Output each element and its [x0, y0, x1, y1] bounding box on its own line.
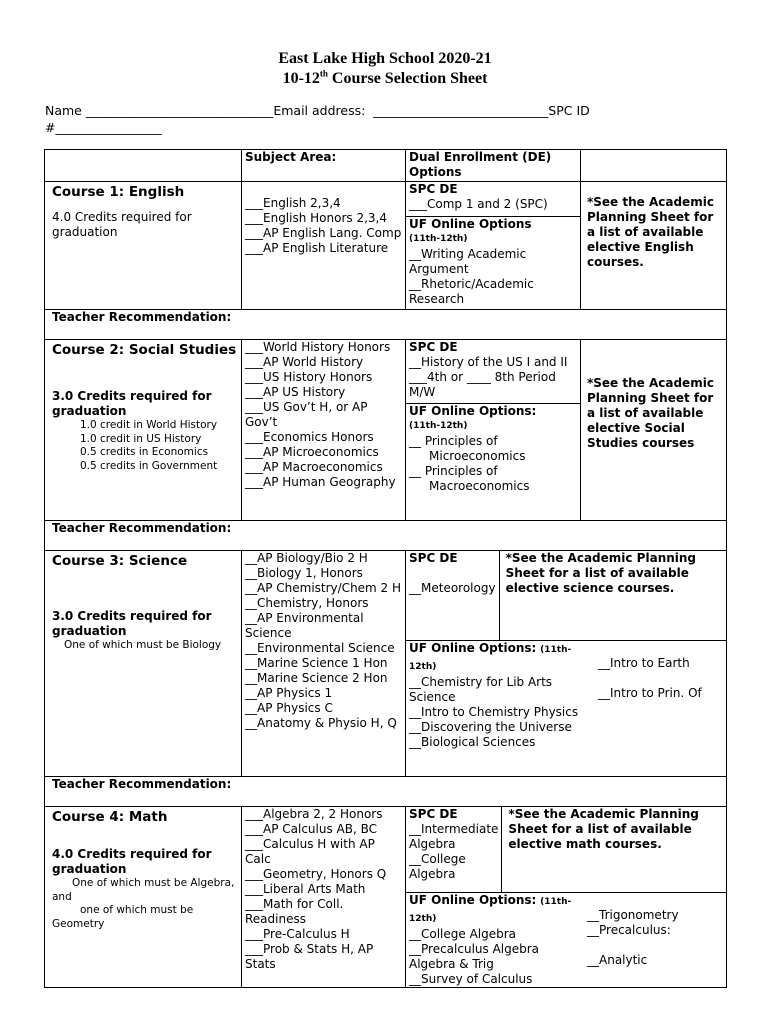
- header-subject-area: Subject Area:: [242, 150, 406, 182]
- spc-de-label: SPC DE: [409, 551, 458, 565]
- subject-item[interactable]: ___Geometry, Honors Q: [245, 867, 387, 881]
- teacher-recommendation[interactable]: Teacher Recommendation:: [45, 521, 727, 551]
- social-detail: 0.5 credits in Government: [80, 459, 218, 472]
- math-row: [45, 807, 727, 988]
- uf-item[interactable]: __Intro to Earth: [598, 656, 690, 670]
- subject-item[interactable]: ___Pre-Calculus H: [245, 927, 350, 941]
- uf-online-label: UF Online Options:: [409, 641, 537, 655]
- uf-grade-label: (11th-12th): [409, 897, 572, 924]
- subject-item[interactable]: __Marine Science 2 Hon: [245, 671, 388, 685]
- uf-section: [406, 892, 726, 987]
- spc-de-label: SPC DE: [409, 182, 458, 196]
- science-spc-section: [406, 551, 726, 640]
- header-de-options: Dual Enrollment (DE) Options: [406, 150, 581, 182]
- uf-item[interactable]: __Trigonometry: [587, 908, 679, 922]
- table-header-row: [45, 150, 727, 182]
- teacher-recommendation[interactable]: Teacher Recommendation:: [45, 777, 727, 807]
- de-item[interactable]: __Intermediate Algebra: [409, 822, 499, 851]
- subject-item[interactable]: ___Algebra 2, 2 Honors: [245, 807, 383, 821]
- social-subjects-cell: [242, 340, 406, 521]
- uf-right-col: [585, 641, 702, 750]
- subject-item[interactable]: ___AP English Lang. Comp: [245, 226, 402, 240]
- uf-online-label: UF Online Options:: [409, 404, 537, 418]
- uf-item[interactable]: __College Algebra: [409, 927, 517, 941]
- english-subjects-cell: [242, 182, 406, 310]
- uf-online-label: UF Online Options:: [409, 893, 537, 907]
- course-table: [44, 149, 727, 988]
- uf-item[interactable]: __ Principles of: [409, 464, 498, 478]
- sheet-title-post: Course Selection Sheet: [327, 70, 488, 87]
- english-teacher-rec-row: [45, 310, 727, 340]
- subject-item[interactable]: ___Calculus H with AP Calc: [245, 837, 375, 866]
- subject-item[interactable]: __Anatomy & Physio H, Q: [245, 716, 397, 730]
- subject-item[interactable]: __AP Environmental Science: [245, 611, 364, 640]
- math-spc-section: [406, 807, 726, 892]
- subject-item[interactable]: ___Prob & Stats H, AP Stats: [245, 942, 374, 971]
- name-email-line[interactable]: Name ______________________________Email address: ____________________________SPC ID: [45, 103, 590, 118]
- english-de-cell: [406, 182, 581, 310]
- social-teacher-rec-row: [45, 521, 727, 551]
- science-spc-block: [406, 551, 500, 640]
- subject-item[interactable]: ___US History Honors: [245, 370, 373, 384]
- english-course-cell: [45, 182, 242, 310]
- subject-item[interactable]: __AP Physics C: [245, 701, 333, 715]
- math-detail: one of which must be Geometry: [52, 904, 194, 930]
- uf-item[interactable]: __Discovering the Universe: [409, 720, 572, 734]
- de-item[interactable]: ___4th or ____ 8th Period M/W: [409, 370, 556, 399]
- science-detail: One of which must be Biology: [64, 639, 222, 651]
- science-de-cell: [406, 551, 727, 777]
- uf-header: [409, 641, 585, 675]
- math-detail: One of which must be Algebra, and: [52, 877, 235, 903]
- uf-item-cont: Microeconomics: [429, 449, 526, 463]
- uf-item-cont: Macroeconomics: [429, 479, 530, 493]
- uf-item[interactable]: __Chemistry for Lib Arts Science: [409, 675, 553, 704]
- uf-item[interactable]: __ Principles of: [409, 434, 498, 448]
- header-empty-cell: [45, 150, 242, 182]
- social-de-cell: [406, 340, 581, 521]
- uf-item[interactable]: __Precalculus Algebra Algebra & Trig: [409, 942, 540, 971]
- uf-section: [406, 403, 580, 494]
- subject-item[interactable]: __Chemistry, Honors: [245, 596, 369, 610]
- subject-item[interactable]: ___AP Microeconomics: [245, 445, 379, 459]
- english-row: [45, 182, 727, 310]
- social-title: Course 2: Social Studies: [52, 342, 237, 358]
- science-title: Course 3: Science: [52, 553, 188, 569]
- subject-item[interactable]: __Biology 1, Honors: [245, 566, 363, 580]
- subject-item[interactable]: ___AP Calculus AB, BC: [245, 822, 378, 836]
- english-credits: 4.0 Credits required for graduation: [52, 210, 192, 239]
- subject-item[interactable]: ___AP English Literature: [245, 241, 389, 255]
- uf-item[interactable]: __Intro to Prin. Of: [598, 686, 702, 700]
- subject-item[interactable]: ___AP World History: [245, 355, 364, 369]
- math-title: Course 4: Math: [52, 809, 168, 825]
- math-note: *See the Academic Planning Sheet for a list of available elective math courses.: [508, 807, 699, 851]
- social-course-cell: [45, 340, 242, 521]
- science-teacher-rec-row: [45, 777, 727, 807]
- subject-item[interactable]: ___Math for Coll. Readiness: [245, 897, 344, 926]
- social-note: *See the Academic Planning Sheet for a list of available elective Social Studies courses: [581, 340, 727, 521]
- subject-item[interactable]: __AP Physics 1: [245, 686, 333, 700]
- social-detail: 1.0 credit in World History: [80, 419, 218, 431]
- social-detail: 1.0 credit in US History: [80, 432, 202, 445]
- math-de-cell: [406, 807, 727, 988]
- uf-grade-label: (11th-12th): [409, 645, 572, 672]
- english-note: *See the Academic Planning Sheet for a list of available elective English courses.: [581, 182, 727, 310]
- uf-header: [409, 893, 585, 927]
- science-subjects-cell: [242, 551, 406, 777]
- uf-item[interactable]: __Intro to Chemistry Physics: [409, 705, 579, 719]
- uf-item[interactable]: __Analytic: [587, 953, 648, 967]
- math-spc-block: [406, 807, 502, 892]
- subject-item[interactable]: __Environmental Science: [245, 641, 395, 655]
- spc-de-label: SPC DE: [409, 340, 458, 354]
- subject-item[interactable]: ___Economics Honors: [245, 430, 374, 444]
- subject-item[interactable]: ___English 2,3,4: [245, 196, 341, 210]
- school-title: East Lake High School 2020-21: [278, 50, 492, 67]
- uf-item[interactable]: __Writing Academic Argument: [409, 247, 527, 276]
- math-subjects-cell: [242, 807, 406, 988]
- subject-item[interactable]: __AP Chemistry/Chem 2 H: [245, 581, 402, 595]
- uf-item[interactable]: __Survey of Calculus: [409, 972, 533, 986]
- de-item[interactable]: ___Comp 1 and 2 (SPC): [409, 197, 548, 211]
- sheet-title-sup: th: [319, 68, 328, 79]
- uf-left-col: [409, 893, 585, 987]
- subject-item[interactable]: ___World History Honors: [245, 340, 391, 354]
- math-credits: 4.0 Credits required for graduation: [52, 847, 212, 876]
- teacher-recommendation[interactable]: Teacher Recommendation:: [45, 310, 727, 340]
- uf-item[interactable]: __Precalculus:: [587, 923, 671, 937]
- science-course-cell: [45, 551, 242, 777]
- math-course-cell: [45, 807, 242, 988]
- uf-left-col: [409, 641, 585, 750]
- subject-item[interactable]: ___AP US History: [245, 385, 346, 399]
- uf-item[interactable]: __Biological Sciences: [409, 735, 536, 749]
- uf-item[interactable]: __Rhetoric/Academic Research: [409, 277, 534, 306]
- de-item[interactable]: __College Algebra: [409, 852, 466, 881]
- uf-section: [406, 640, 726, 750]
- subject-item[interactable]: ___US Gov’t H, or AP Gov’t: [245, 400, 368, 429]
- id-line[interactable]: #_________________: [45, 120, 162, 135]
- science-note: *See the Academic Planning Sheet for a list of available elective science courses.: [505, 551, 697, 595]
- subject-item[interactable]: ___English Honors 2,3,4: [245, 211, 387, 225]
- social-credits: 3.0 Credits required for graduation: [52, 389, 212, 418]
- subject-item[interactable]: ___AP Macroeconomics: [245, 460, 383, 474]
- subject-item[interactable]: __Marine Science 1 Hon: [245, 656, 388, 670]
- uf-section: [406, 216, 580, 307]
- header-empty-cell-2: [581, 150, 727, 182]
- de-item[interactable]: __Meteorology: [409, 581, 496, 595]
- subject-item[interactable]: ___Liberal Arts Math: [245, 882, 366, 896]
- english-title: Course 1: English: [52, 184, 185, 200]
- spc-de-label: SPC DE: [409, 807, 458, 821]
- subject-item[interactable]: __AP Biology/Bio 2 H: [245, 551, 368, 565]
- uf-right-col: [585, 893, 679, 987]
- science-credits: 3.0 Credits required for graduation: [52, 609, 212, 638]
- social-row: [45, 340, 727, 521]
- uf-grade-label: (11th-12th): [409, 421, 468, 431]
- uf-grade-label: (11th-12th): [409, 234, 468, 244]
- sheet-title: [0, 69, 770, 89]
- sheet-title-pre: 10-12: [282, 70, 320, 87]
- uf-online-label: UF Online Options: [409, 217, 532, 231]
- social-detail: 0.5 credits in Economics: [80, 446, 209, 458]
- de-item[interactable]: __History of the US I and II: [409, 355, 568, 369]
- subject-item[interactable]: ___AP Human Geography: [245, 475, 396, 489]
- science-row: [45, 551, 727, 777]
